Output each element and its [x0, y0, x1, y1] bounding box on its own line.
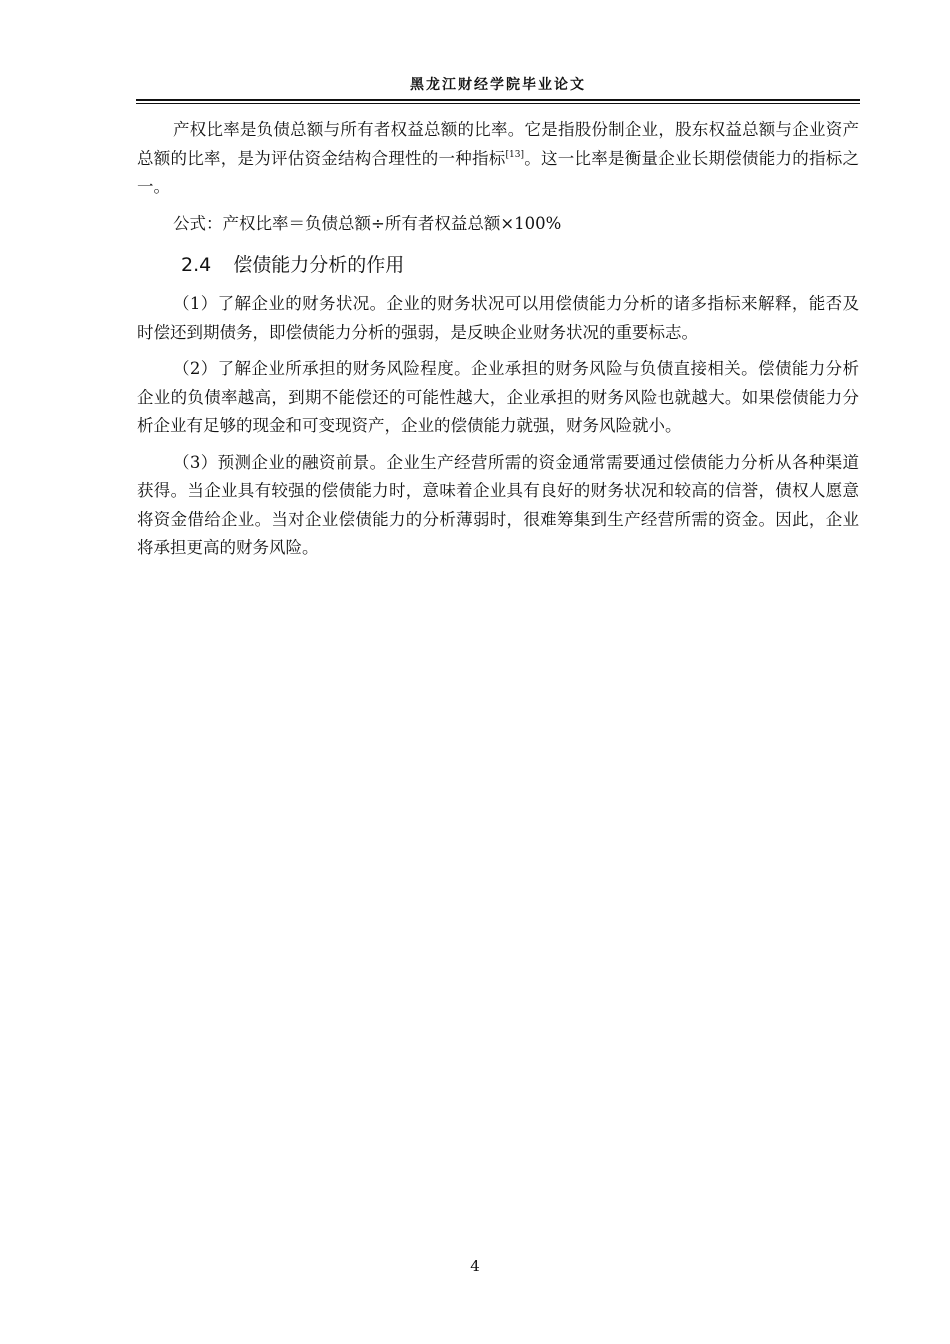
section-number: 2.4 — [181, 254, 212, 276]
section-title: 偿债能力分析的作用 — [233, 254, 405, 276]
list-item-3: （3）预测企业的融资前景。企业生产经营所需的资金通常需要通过偿债能力分析从各种渠道获得。当企业具有较强的偿债能力时，意味着企业具有良好的财务状况和较高的信誉，债权人愿意将资金借给企业。当对企业偿债能力的分析薄弱时，很难筹集到生产经营所需的资金。因此，企业将承担更高的财务风险。 — [137, 452, 859, 557]
section-heading — [181, 248, 859, 282]
citation-13: [13] — [505, 149, 524, 160]
page-number: 4 — [470, 1257, 480, 1275]
page-body — [137, 116, 859, 571]
list-item-1: （1）了解企业的财务状况。企业的财务状况可以用偿债能力分析的诸多指标来解释，能否及时偿还到期债务，即偿债能力分析的强弱，是反映企业财务状况的重要标志。 — [137, 294, 859, 342]
paragraph-equity-ratio: 产权比率是负债总额与所有者权益总额的比率。它是指股份制企业，股东权益总额与企业资产总额的比率，是为评估资金结构合理性的一种指标[13]。这一比率是衡量企业长期偿债能力的指标之一。 — [137, 120, 860, 196]
header-rule-thin — [136, 103, 860, 104]
list-item-2: （2）了解企业所承担的财务风险程度。企业承担的财务风险与负债直接相关。偿债能力分析企业的负债率越高，到期不能偿还的可能性越大，企业承担的财务风险也就越大。如果偿债能力分析企业有足够的现金和可变现资产，企业的偿债能力就强，财务风险就小。 — [137, 359, 859, 435]
formula-paragraph: 公式：产权比率＝负债总额÷所有者权益总额×100% — [173, 213, 562, 233]
header-rule-thick — [136, 99, 860, 101]
page-header-title: 黑龙江财经学院毕业论文 — [410, 77, 586, 93]
